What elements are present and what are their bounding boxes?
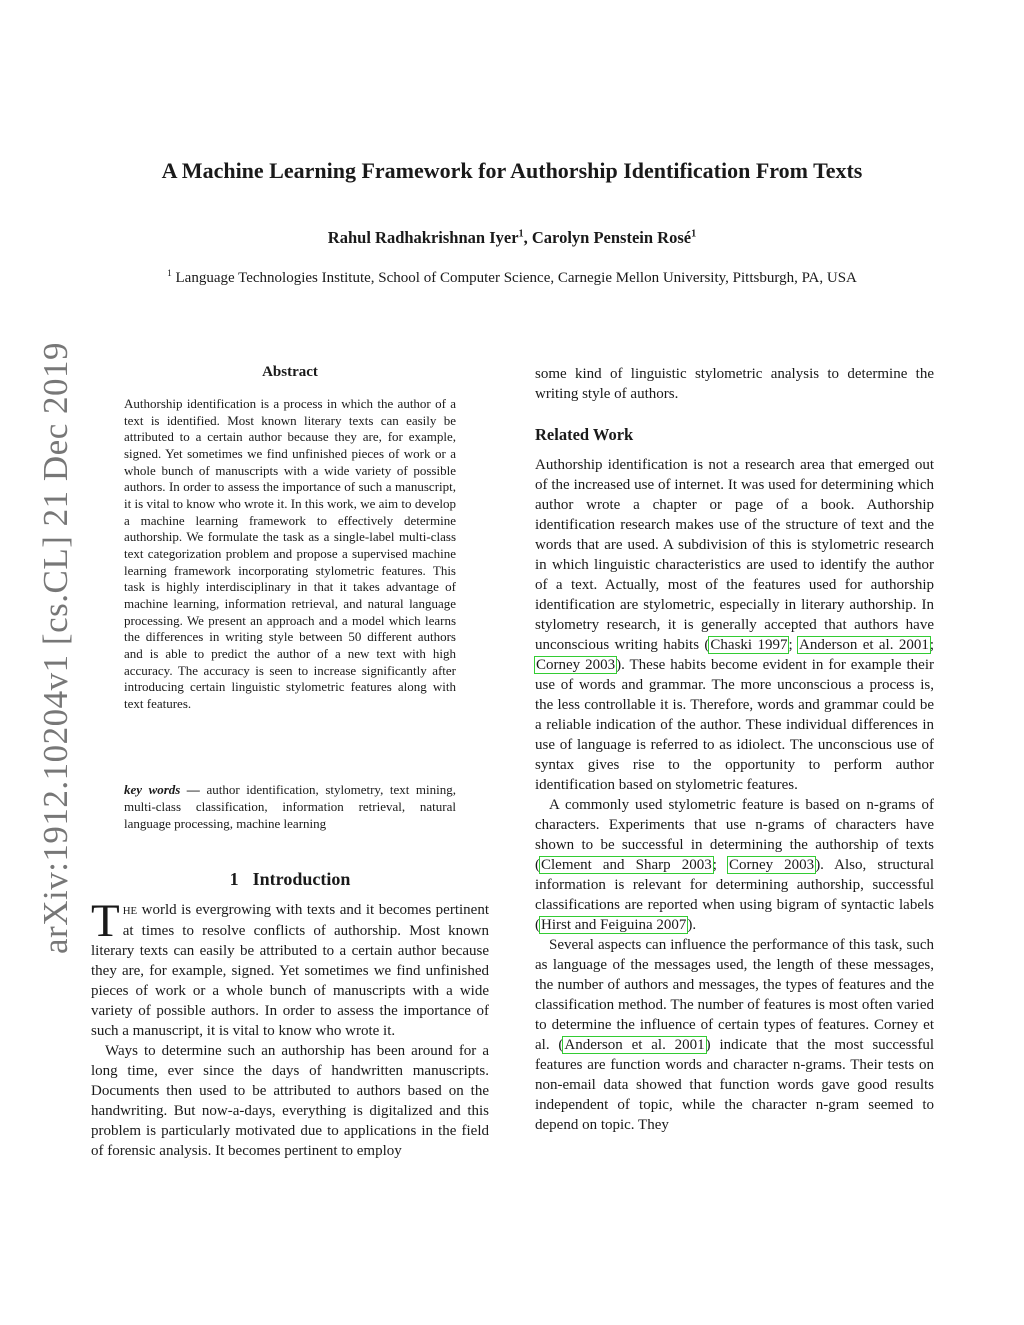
citation-separator: ; — [788, 637, 799, 653]
paragraph-continuation: some kind of linguistic stylometric analysis to determine the writing style of authors. — [535, 366, 934, 402]
abstract-body: Authorship identification is a process in which the author of a text is identified. Most known literary texts can easily be attributed to a certain author because they are, for example, signed. Yet sometimes we find unfinished pieces of work or a whole bunch of manuscripts with a wide variety of possible authors. In order to assess the importance of such a manuscript, it is vital to know who wrote it. In this work, we aim to develop a machine learning framework to effectively determine authorship. We formulate the task as a single-label multi-class text categorization problem and propose a supervised machine learning framework incorporating stylometric features. This task is highly interdisciplinary in that it takes advantage of machine learning, information retrieval, and natural language processing. We present an approach and a model which learns the differences in writing style between 50 different authors and is able to predict the author of a new text with high accuracy. The accuracy is seen to increase significantly after introducing certain linguistic stylometric features along with text features. — [124, 396, 456, 711]
keywords-label: key words — — [124, 782, 200, 797]
citation-link[interactable]: Clement and Sharp 2003 — [541, 857, 712, 873]
paragraph-text: ) indicate that the most successful features are function words and character n-grams. Their tests on non-email data showed that function words gave good results independent of topic, while the character n-gram seemed to depend on topic. They — [535, 1037, 934, 1133]
arxiv-stamp: arXiv:1912.10204v1 [cs.CL] 21 Dec 2019 — [36, 342, 75, 954]
citation-separator: ; — [929, 637, 935, 653]
paragraph-text: ). These habits become evident in for example their use of words and grammar. The more unconscious a process is, the less controllable it is. Therefore, words and grammar could be a reliable indication of the author. These individual differences in use of language is referred to as idiolect. The unconscious use of syntax gives rise to the opportunity to perform author identification based on stylometric features. — [535, 657, 934, 793]
section-number: 1 — [229, 869, 239, 889]
paragraph-text: Several aspects can influence the performance of this task, such as language of the messages used, the length of these messages, the number of authors and messages, the types of features and the classification method. The number of features is most often varied to determine the influence of certain types of features. Corney et al. ( — [535, 937, 934, 1053]
paragraph: Ways to determine such an authorship has been around for a long time, ever since the days of handwritten manuscripts. Documents then used to be attributed to authors based on the handwriting. But now-a-days, everything is digitalized and this problem is particularly motivated due to applications in the field of forensic analysis. It becomes pertinent to employ — [91, 1043, 489, 1159]
paragraph — [535, 795, 934, 935]
citation-link[interactable]: Anderson et al. 2001 — [799, 637, 929, 653]
paragraph — [91, 895, 489, 1041]
author-affil-mark: 1 — [691, 228, 697, 240]
keywords — [124, 781, 456, 832]
paragraph-text: world is evergrowing with texts and it becomes pertinent at times to resolve conflicts of authorship. Most known literary texts can easily be attributed to a certain author because they are, for example, signed. Yet sometimes we find unfinished pieces of work or a whole bunch of manuscripts with a wide variety of possible authors. In order to assess the importance of such a manuscript, it is vital to know who wrote it. — [91, 902, 489, 1039]
keywords-text: author identification, stylometry, text mining, multi-class classification, information retrieval, natural language processing, machine learning — [124, 782, 456, 831]
affiliation-text: Language Technologies Institute, School of Computer Science, Carnegie Mellon University, Pittsburgh, PA, USA — [175, 270, 857, 286]
affiliation-mark: 1 — [167, 269, 172, 279]
paragraph-text: Authorship identification is not a research area that emerged out of the increased use of internet. It was used for determining which author wrote a chapter or page of a book. Authorship identification research makes use of the structure of text and the words that are used. A subdivision of this is stylometric research in which linguistic characteristics are used to identify the author of a text. Actually, most of the features used for authorship identification are stylometric, especially in literary authorship. In stylometry research, it is generally accepted that authors have unconscious writing habits ( — [535, 457, 934, 653]
affiliation — [0, 270, 1024, 287]
paragraph-text: ). — [687, 917, 697, 933]
citation-link[interactable]: Anderson et al. 2001 — [564, 1037, 705, 1053]
section-heading-related-work: Related Work — [535, 425, 634, 444]
drop-cap: T — [91, 895, 120, 947]
citation-link[interactable]: Corney 2003 — [536, 657, 616, 673]
section-title: Introduction — [252, 869, 351, 889]
small-caps: HE — [122, 905, 138, 917]
paragraph — [535, 455, 934, 795]
citation-link[interactable]: Chaski 1997 — [710, 637, 788, 653]
right-column — [535, 364, 934, 1135]
paragraph — [535, 935, 934, 1135]
section-heading-introduction — [91, 869, 489, 890]
paragraph-text: ). Also, structural information is relevant for determining authorship, successful classifications are reported when using bigram of syntactic labels ( — [535, 857, 934, 933]
author-name: Rahul Radhakrishnan Iyer — [327, 228, 519, 247]
author-line — [0, 228, 1024, 248]
citation-link[interactable]: Corney 2003 — [728, 857, 815, 873]
abstract-heading: Abstract — [262, 364, 318, 380]
paragraph-text: A commonly used stylometric feature is based on n-grams of characters. Experiments that use n-grams of characters have shown to be successful in determining the authorship of texts ( — [535, 797, 934, 873]
author-affil-mark: 1 — [518, 228, 524, 240]
introduction-body — [91, 895, 489, 1161]
paper-title: A Machine Learning Framework for Authorship Identification From Texts — [161, 158, 863, 183]
citation-link[interactable]: Hirst and Feiguina 2007 — [541, 917, 687, 933]
author-separator: , — [523, 228, 532, 247]
author-name: Carolyn Penstein Rosé — [531, 228, 692, 247]
citation-separator: ; — [712, 857, 728, 873]
